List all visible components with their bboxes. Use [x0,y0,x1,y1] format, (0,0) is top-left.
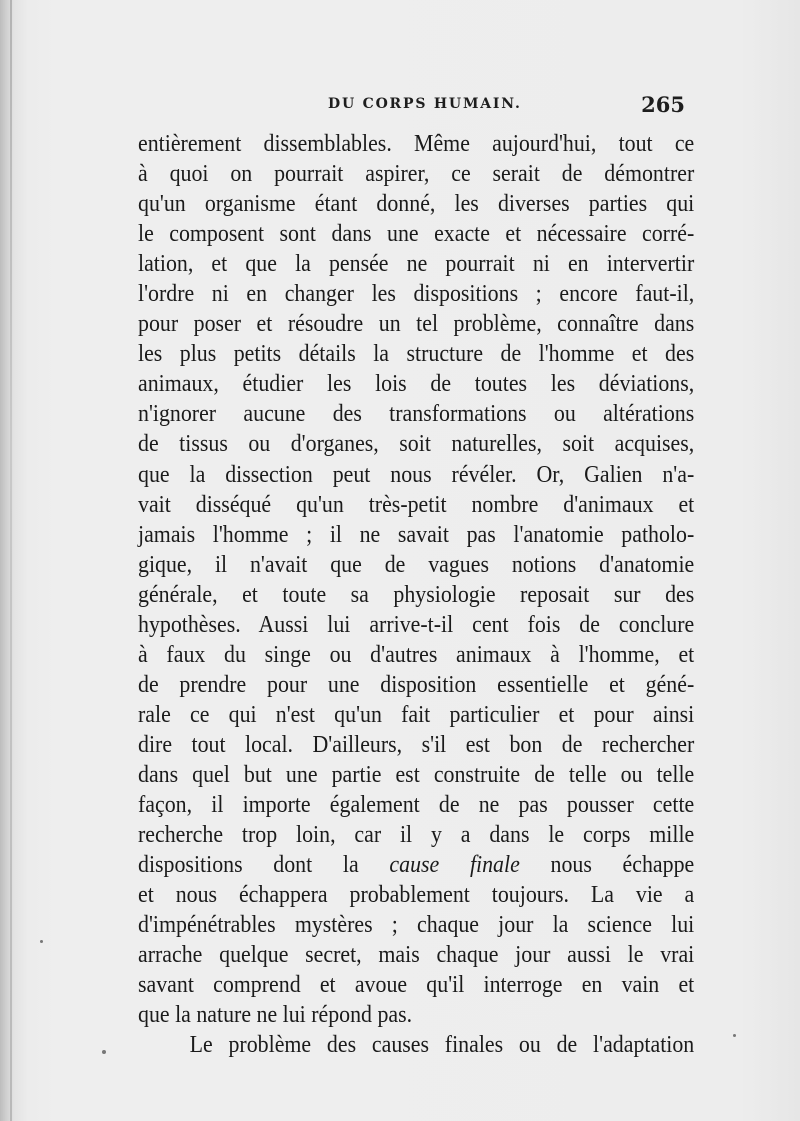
text-line: entièrement dissemblables. Même aujourd'hui, tout ce [138,130,695,157]
text-line: rale ce qui n'est qu'un fait particulier et pour ainsi [138,700,695,728]
text-fragment: nous échappe [519,851,695,879]
text-line: animaux, étudier les lois de toutes les déviations, [138,370,695,398]
text-line: lation, et que la pensée ne pourrait ni en intervertir [138,250,695,278]
text-line: pour poser et résoudre un tel problème, connaître dans [138,310,695,338]
text-line: recherche trop loin, car il y a dans le corps mille [138,821,695,849]
text-line: et nous échappera probablement toujours. La vie a [138,881,695,909]
text-line: gique, il n'avait que de vagues notions d'anatomie [138,550,695,578]
binding-gutter [10,0,12,1121]
text-line: dans quel but une partie est construite de telle ou telle [138,760,695,788]
text-line: d'impénétrables mystères ; chaque jour la science lui [138,911,695,939]
text-line: vait disséqué qu'un très-petit nombre d'animaux et [138,490,695,518]
paper-speck [102,1050,106,1054]
page-header [140,92,685,120]
text-line: façon, il importe également de ne pas pousser cette [138,791,695,819]
text-line: de prendre pour une disposition essentielle et géné- [138,670,695,698]
italic-term: cause finale [389,851,520,879]
text-line-cause-finale [138,850,694,880]
text-line: jamais l'homme ; il ne savait pas l'anatomie patholo- [138,520,695,548]
running-head: DU CORPS HUMAIN. [328,96,522,112]
paragraph-end-line: que la nature ne lui répond pas. [138,1001,413,1029]
text-line: que la dissection peut nous révéler. Or, Galien n'a- [138,460,695,488]
page-number: 265 [641,92,685,117]
next-paragraph-line: Le problème des causes finales ou de l'adaptation [189,1031,695,1059]
text-line: hypothèses. Aussi lui arrive-t-il cent fois de conclure [138,610,695,638]
text-line: à faux du singe ou d'autres animaux à l'homme, et [138,640,695,668]
text-line: qu'un organisme étant donné, les diverses parties qui [138,190,695,218]
text-line: à quoi on pourrait aspirer, ce serait de démontrer [138,160,695,188]
text-line: de tissus ou d'organes, soit naturelles, soit acquises, [138,430,695,458]
text-line: n'ignorer aucune des transformations ou altérations [138,400,695,428]
text-line: générale, et toute sa physiologie reposait sur des [138,580,695,608]
paper-speck [40,940,43,943]
text-line: savant comprend et avoue qu'il interroge en vain et [138,971,695,999]
text-line: l'ordre ni en changer les dispositions ; encore faut-il, [138,280,695,308]
body-text [138,129,695,1060]
text-line: dire tout local. D'ailleurs, s'il est bon de rechercher [138,730,695,758]
text-line: le composent sont dans une exacte et nécessaire corré- [138,220,695,248]
text-line: les plus petits détails la structure de l'homme et des [138,340,695,368]
text-line: arrache quelque secret, mais chaque jour aussi le vrai [138,941,695,969]
paper-speck [733,1034,736,1037]
text-fragment: dispositions dont la [138,851,390,879]
